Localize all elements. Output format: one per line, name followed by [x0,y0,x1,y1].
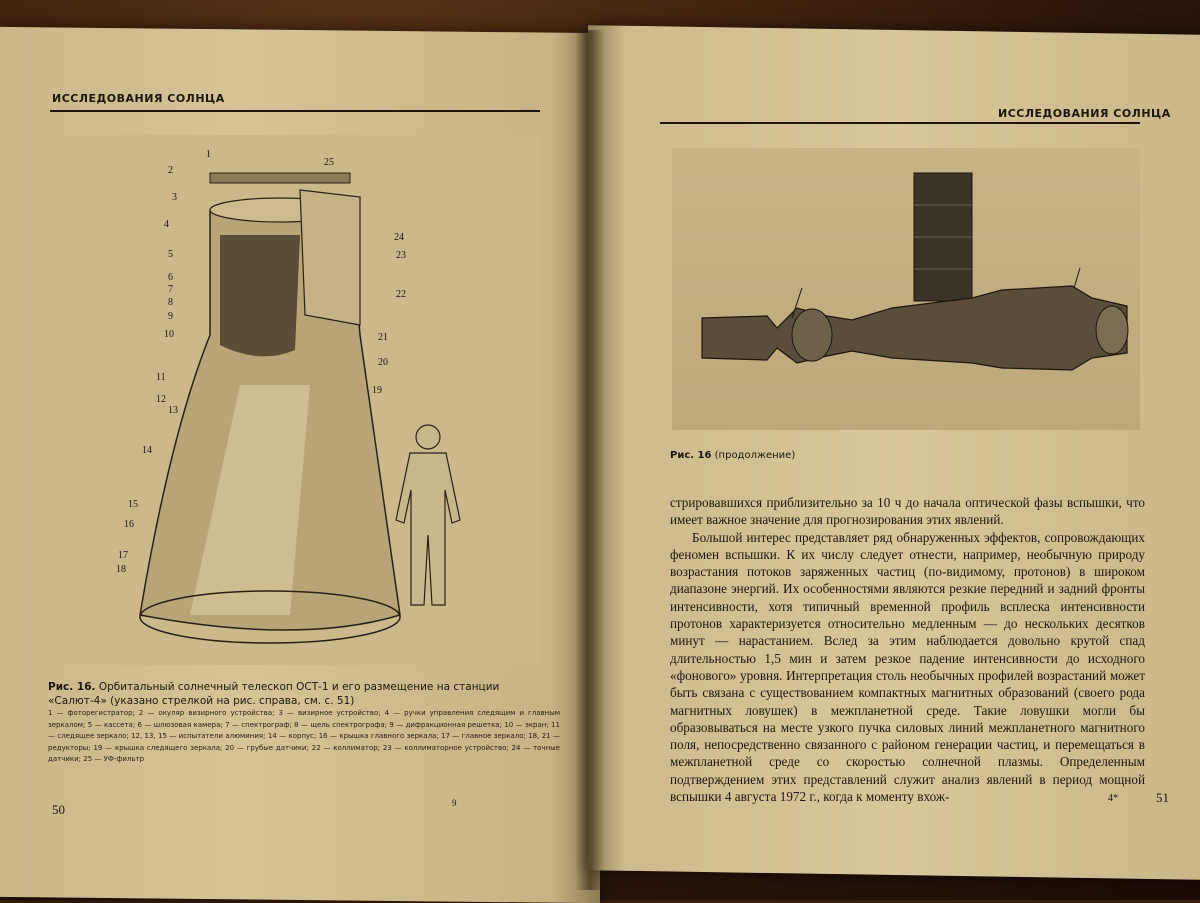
left-figure-caption-text: Орбитальный солнечный телескоп ОСТ-1 и его размещение на станции «Салют-4» (указано стрелкой на рис. справа, см. с. 51) [48,681,500,707]
callout-3: 3 [172,192,177,203]
callout-12: 12 [156,394,166,405]
callout-18: 18 [116,564,126,575]
callout-20: 20 [378,357,388,368]
figure-legend: 1 — фоторегистратор; 2 — окуляр визирного устройства; 3 — визирное устройство; 4 — ручки управления следящим и главным зеркалом; 5 — кассета; 6 — шлюзовая камера; 7 — спектрограф; 8 — щель спектрографа; 9 — дифракционная решетка; 10 — экран; 11 — следящее зеркало; 12, 13, 15 — испытатели алюминия; 14 — корпус; 16 — крышка главного зеркала; 17 — главное зеркало; 18, 21 — редукторы; 19 — крышка следящего зеркала; 20 — грубые датчики; 22 — коллиматор; 23 — коллиматорное устройство; 24 — точные датчики; 25 — УФ-фильтр [48,709,560,763]
paragraph-2: Большой интерес представляет ряд обнаруженных эффектов, сопровождающих феномен вспышки. К их числу следует отнести, например, необычную природу возрастания потоков заряженных частиц (по-видимому, протонов) в широком диапазоне энергий. Их особенностями являются резкие передний и задний фронты интенсивности, хотя типичный временной профиль всплеска интенсивности протонов характеризуется относительно медленным — до нескольких десятков минут — нарастанием. Вслед за этим наблюдается довольно крутой спад длительностью 1,5 мин и затем резкое падение интенсивности до исходного «фонового» уровня. Интерпретация столь необычных профилей возрастаний может быть связана с существованием компактных магнитных образований (своего рода магнитных ловушек) в межпланетной среде. Такие ловушки могли бы образовываться на месте узкого пучка силовых линий межпланетного магнитного поля, непосредственно связанного с районом генерации частиц, и перемещаться в межпланетной среде со скоростью солнечной плазмы. Определенным подтверждением этих представлений служит анализ явлений в период мощной вспышки 4 августа 1972 г., когда к моменту вхож- [670,529,1145,805]
right-header-rule [660,122,1140,124]
callout-21: 21 [378,332,388,343]
space-station-photo [672,148,1140,430]
docking-module [1096,306,1128,354]
callout-19: 19 [372,385,382,396]
right-page-number: 51 [1156,790,1169,805]
callout-11: 11 [156,372,166,383]
callout-8: 8 [168,297,173,308]
callout-4: 4 [164,219,169,230]
callout-13: 13 [168,405,178,416]
telescope-drawing [60,135,540,665]
callout-23: 23 [396,250,406,261]
left-signature-mark: 9 [452,798,457,808]
left-running-head: ИССЛЕДОВАНИЯ СОЛНЦА [52,92,225,105]
left-page-number: 50 [52,802,65,817]
right-running-head: ИССЛЕДОВАНИЯ СОЛНЦА [998,107,1171,120]
callout-9: 9 [168,311,173,322]
body-text [670,494,1145,805]
callout-24: 24 [394,232,404,243]
orbital-module [792,309,832,361]
callout-14: 14 [142,445,152,456]
telescope-illustration [60,135,540,665]
callout-2: 2 [168,165,173,176]
callout-10: 10 [164,329,174,340]
space-station-drawing [672,148,1140,430]
right-figure-number: Рис. 16 [670,450,712,461]
callout-22: 22 [396,289,406,300]
top-rail [210,173,350,183]
left-figure-number: Рис. 16. [48,681,96,693]
left-header-rule [50,110,540,112]
callout-7: 7 [168,284,173,295]
paragraph-1: стрировавшихся приблизительно за 10 ч до начала оптической фазы вспышки, что имеет важное значение для прогнозирования этих явлений. [670,495,1145,528]
right-signature-mark: 4* [1108,793,1118,804]
callout-16: 16 [124,519,134,530]
left-figure-caption [48,680,560,708]
collimator-box [300,190,360,325]
callout-17: 17 [118,550,128,561]
telescope-cutaway [220,235,300,356]
right-figure-caption [670,450,795,461]
right-figure-caption-text: (продолжение) [714,450,796,461]
callout-15: 15 [128,499,138,510]
callout-5: 5 [168,249,173,260]
callout-25: 25 [324,157,334,168]
book-gutter [575,30,605,890]
human-silhouette [396,425,460,605]
callout-1: 1 [206,149,211,160]
callout-6: 6 [168,272,173,283]
